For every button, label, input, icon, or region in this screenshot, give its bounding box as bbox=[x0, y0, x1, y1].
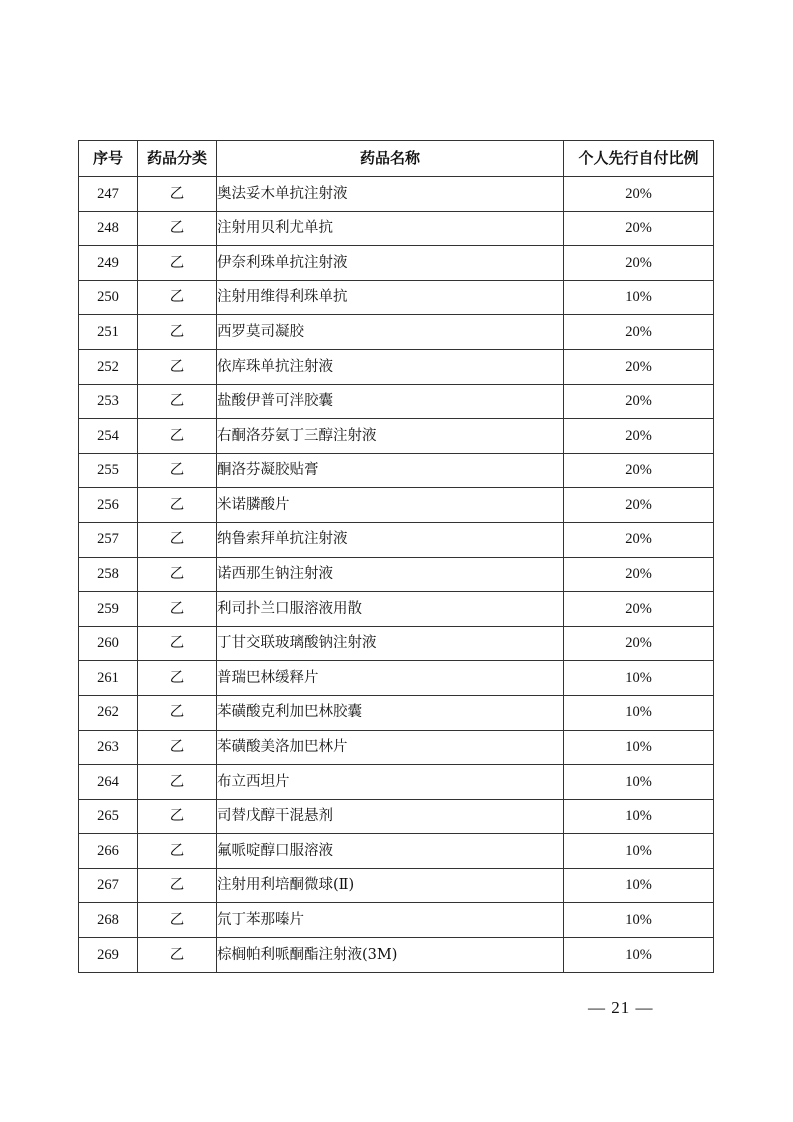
drug-name-cell: 注射用维得利珠单抗 bbox=[217, 280, 564, 315]
drug-name-cell: 伊奈利珠单抗注射液 bbox=[217, 246, 564, 281]
table-row bbox=[79, 868, 714, 903]
drug-name-cell: 依库珠单抗注射液 bbox=[217, 349, 564, 384]
drug-name-cell: 氟哌啶醇口服溶液 bbox=[217, 834, 564, 869]
seq-cell: 259 bbox=[79, 592, 138, 627]
category-cell: 乙 bbox=[138, 661, 217, 696]
drug-name-cell: 布立西坦片 bbox=[217, 765, 564, 800]
self-pay-ratio-cell: 10% bbox=[564, 868, 714, 903]
category-cell: 乙 bbox=[138, 695, 217, 730]
category-cell: 乙 bbox=[138, 488, 217, 523]
table-row bbox=[79, 626, 714, 661]
category-cell: 乙 bbox=[138, 384, 217, 419]
self-pay-ratio-cell: 10% bbox=[564, 834, 714, 869]
drug-name-cell: 右酮洛芬氨丁三醇注射液 bbox=[217, 419, 564, 454]
table-row bbox=[79, 730, 714, 765]
seq-cell: 266 bbox=[79, 834, 138, 869]
category-cell: 乙 bbox=[138, 868, 217, 903]
seq-cell: 252 bbox=[79, 349, 138, 384]
category-cell: 乙 bbox=[138, 799, 217, 834]
self-pay-ratio-cell: 20% bbox=[564, 384, 714, 419]
table-row bbox=[79, 834, 714, 869]
seq-cell: 249 bbox=[79, 246, 138, 281]
seq-cell: 247 bbox=[79, 177, 138, 212]
category-cell: 乙 bbox=[138, 938, 217, 973]
self-pay-ratio-cell: 10% bbox=[564, 661, 714, 696]
header-category: 药品分类 bbox=[138, 141, 217, 177]
drug-name-cell: 西罗莫司凝胶 bbox=[217, 315, 564, 350]
self-pay-ratio-cell: 10% bbox=[564, 280, 714, 315]
table-row bbox=[79, 765, 714, 800]
seq-cell: 263 bbox=[79, 730, 138, 765]
drug-name-cell: 普瑞巴林缓释片 bbox=[217, 661, 564, 696]
drug-name-cell: 米诺膦酸片 bbox=[217, 488, 564, 523]
table-header-row bbox=[79, 141, 714, 177]
table-row bbox=[79, 695, 714, 730]
self-pay-ratio-cell: 20% bbox=[564, 315, 714, 350]
self-pay-ratio-cell: 20% bbox=[564, 177, 714, 212]
self-pay-ratio-cell: 10% bbox=[564, 695, 714, 730]
table-body bbox=[79, 177, 714, 973]
drug-name-cell: 奥法妥木单抗注射液 bbox=[217, 177, 564, 212]
drug-name-cell: 盐酸伊普可泮胶囊 bbox=[217, 384, 564, 419]
self-pay-ratio-cell: 20% bbox=[564, 592, 714, 627]
seq-cell: 269 bbox=[79, 938, 138, 973]
table-row bbox=[79, 280, 714, 315]
seq-cell: 267 bbox=[79, 868, 138, 903]
category-cell: 乙 bbox=[138, 592, 217, 627]
drug-name-cell: 棕榈帕利哌酮酯注射液(3M) bbox=[217, 938, 564, 973]
seq-cell: 257 bbox=[79, 522, 138, 557]
table-row bbox=[79, 661, 714, 696]
table-row bbox=[79, 799, 714, 834]
self-pay-ratio-cell: 20% bbox=[564, 557, 714, 592]
table-row bbox=[79, 592, 714, 627]
drug-name-cell: 丁甘交联玻璃酸钠注射液 bbox=[217, 626, 564, 661]
category-cell: 乙 bbox=[138, 315, 217, 350]
category-cell: 乙 bbox=[138, 280, 217, 315]
category-cell: 乙 bbox=[138, 834, 217, 869]
table-row bbox=[79, 488, 714, 523]
drug-name-cell: 苯磺酸美洛加巴林片 bbox=[217, 730, 564, 765]
self-pay-ratio-cell: 10% bbox=[564, 765, 714, 800]
category-cell: 乙 bbox=[138, 765, 217, 800]
drug-name-cell: 纳鲁索拜单抗注射液 bbox=[217, 522, 564, 557]
self-pay-ratio-cell: 20% bbox=[564, 349, 714, 384]
drug-name-cell: 注射用贝利尤单抗 bbox=[217, 211, 564, 246]
table-row bbox=[79, 246, 714, 281]
seq-cell: 262 bbox=[79, 695, 138, 730]
self-pay-ratio-cell: 20% bbox=[564, 488, 714, 523]
self-pay-ratio-cell: 20% bbox=[564, 211, 714, 246]
drug-list-table bbox=[78, 140, 714, 973]
seq-cell: 260 bbox=[79, 626, 138, 661]
drug-name-cell: 氘丁苯那嗪片 bbox=[217, 903, 564, 938]
category-cell: 乙 bbox=[138, 626, 217, 661]
self-pay-ratio-cell: 10% bbox=[564, 730, 714, 765]
drug-name-cell: 酮洛芬凝胶贴膏 bbox=[217, 453, 564, 488]
header-self-pay-ratio: 个人先行自付比例 bbox=[564, 141, 714, 177]
table-row bbox=[79, 903, 714, 938]
self-pay-ratio-cell: 20% bbox=[564, 419, 714, 454]
category-cell: 乙 bbox=[138, 730, 217, 765]
category-cell: 乙 bbox=[138, 557, 217, 592]
category-cell: 乙 bbox=[138, 349, 217, 384]
self-pay-ratio-cell: 20% bbox=[564, 453, 714, 488]
seq-cell: 264 bbox=[79, 765, 138, 800]
category-cell: 乙 bbox=[138, 177, 217, 212]
seq-cell: 261 bbox=[79, 661, 138, 696]
table-row bbox=[79, 384, 714, 419]
table-row bbox=[79, 453, 714, 488]
table-row bbox=[79, 938, 714, 973]
table-row bbox=[79, 177, 714, 212]
category-cell: 乙 bbox=[138, 522, 217, 557]
self-pay-ratio-cell: 10% bbox=[564, 799, 714, 834]
category-cell: 乙 bbox=[138, 903, 217, 938]
seq-cell: 251 bbox=[79, 315, 138, 350]
table-row bbox=[79, 349, 714, 384]
seq-cell: 248 bbox=[79, 211, 138, 246]
table-row bbox=[79, 315, 714, 350]
drug-name-cell: 苯磺酸克利加巴林胶囊 bbox=[217, 695, 564, 730]
drug-name-cell: 注射用利培酮微球(Ⅱ) bbox=[217, 868, 564, 903]
category-cell: 乙 bbox=[138, 419, 217, 454]
table-row bbox=[79, 419, 714, 454]
table-row bbox=[79, 557, 714, 592]
seq-cell: 268 bbox=[79, 903, 138, 938]
drug-name-cell: 司替戊醇干混悬剂 bbox=[217, 799, 564, 834]
self-pay-ratio-cell: 20% bbox=[564, 626, 714, 661]
drug-name-cell: 诺西那生钠注射液 bbox=[217, 557, 564, 592]
seq-cell: 250 bbox=[79, 280, 138, 315]
seq-cell: 265 bbox=[79, 799, 138, 834]
seq-cell: 254 bbox=[79, 419, 138, 454]
seq-cell: 255 bbox=[79, 453, 138, 488]
table-row bbox=[79, 211, 714, 246]
self-pay-ratio-cell: 20% bbox=[564, 522, 714, 557]
table-row bbox=[79, 522, 714, 557]
page-number: — 21 — bbox=[588, 998, 654, 1017]
self-pay-ratio-cell: 20% bbox=[564, 246, 714, 281]
seq-cell: 256 bbox=[79, 488, 138, 523]
category-cell: 乙 bbox=[138, 211, 217, 246]
category-cell: 乙 bbox=[138, 246, 217, 281]
header-seq: 序号 bbox=[79, 141, 138, 177]
self-pay-ratio-cell: 10% bbox=[564, 903, 714, 938]
header-drug-name: 药品名称 bbox=[217, 141, 564, 177]
seq-cell: 253 bbox=[79, 384, 138, 419]
drug-name-cell: 利司扑兰口服溶液用散 bbox=[217, 592, 564, 627]
self-pay-ratio-cell: 10% bbox=[564, 938, 714, 973]
category-cell: 乙 bbox=[138, 453, 217, 488]
seq-cell: 258 bbox=[79, 557, 138, 592]
